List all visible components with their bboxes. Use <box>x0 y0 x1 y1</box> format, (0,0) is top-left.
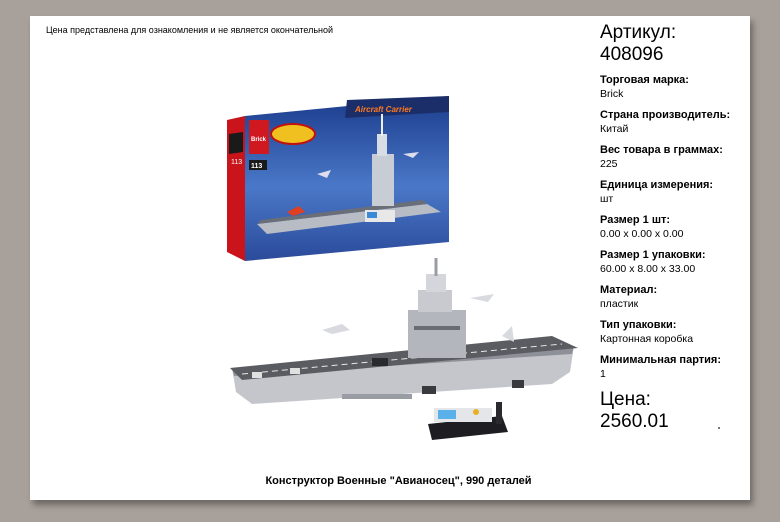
spec-value: Brick <box>600 88 624 100</box>
spec-label: Материал: <box>600 284 658 296</box>
spec-label: Страна производитель: <box>600 109 731 121</box>
spec-value: 1 <box>600 368 606 380</box>
sku-value: 408096 <box>600 44 664 65</box>
spec-weight <box>600 144 750 171</box>
spec-value: 0.00 x 0.00 x 0.00 <box>600 228 684 240</box>
spec-package-type <box>600 319 750 346</box>
sku-label: Артикул: <box>600 22 677 43</box>
spec-value: 225 <box>600 158 618 170</box>
price-disclaimer: Цена представлена для ознакомления и не является окончательной <box>46 25 334 35</box>
spec-label: Торговая марка: <box>600 74 689 86</box>
spec-label: Единица измерения: <box>600 179 714 191</box>
price-value: 2560.01 <box>600 411 669 432</box>
spec-value: Китай <box>600 123 629 135</box>
box-side-number: 113 <box>231 159 243 166</box>
spec-value: пластик <box>600 298 639 310</box>
spec-value: шт <box>600 193 614 205</box>
price-block <box>600 389 750 433</box>
spec-min-order <box>600 354 750 381</box>
assembled-model-image <box>222 256 584 446</box>
spec-unit <box>600 179 750 206</box>
spec-label: Размер 1 шт: <box>600 214 671 226</box>
box-brand-logo: Brick <box>251 137 267 143</box>
spec-material <box>600 284 750 311</box>
spec-label: Тип упаковки: <box>600 319 677 331</box>
spec-value: Картонная коробка <box>600 333 694 345</box>
spec-brand <box>600 74 750 101</box>
box-banner: Aircraft Carrier <box>355 105 412 114</box>
spec-label: Вес товара в граммах: <box>600 144 723 156</box>
catalog-sheet <box>30 16 750 500</box>
product-box-image <box>227 94 449 261</box>
product-title: Конструктор Военные "Авианосец", 990 деталей <box>265 475 532 487</box>
spec-label: Минимальная партия: <box>600 354 721 366</box>
spec-item-size <box>600 214 750 241</box>
stray-dot <box>718 427 720 429</box>
box-set-number: 113 <box>251 163 263 170</box>
spec-label: Размер 1 упаковки: <box>600 249 706 261</box>
price-label: Цена: <box>600 389 651 410</box>
spec-country <box>600 109 750 136</box>
spec-package-size <box>600 249 750 276</box>
product-info-panel <box>600 22 750 433</box>
spec-value: 60.00 x 8.00 x 33.00 <box>600 263 696 275</box>
